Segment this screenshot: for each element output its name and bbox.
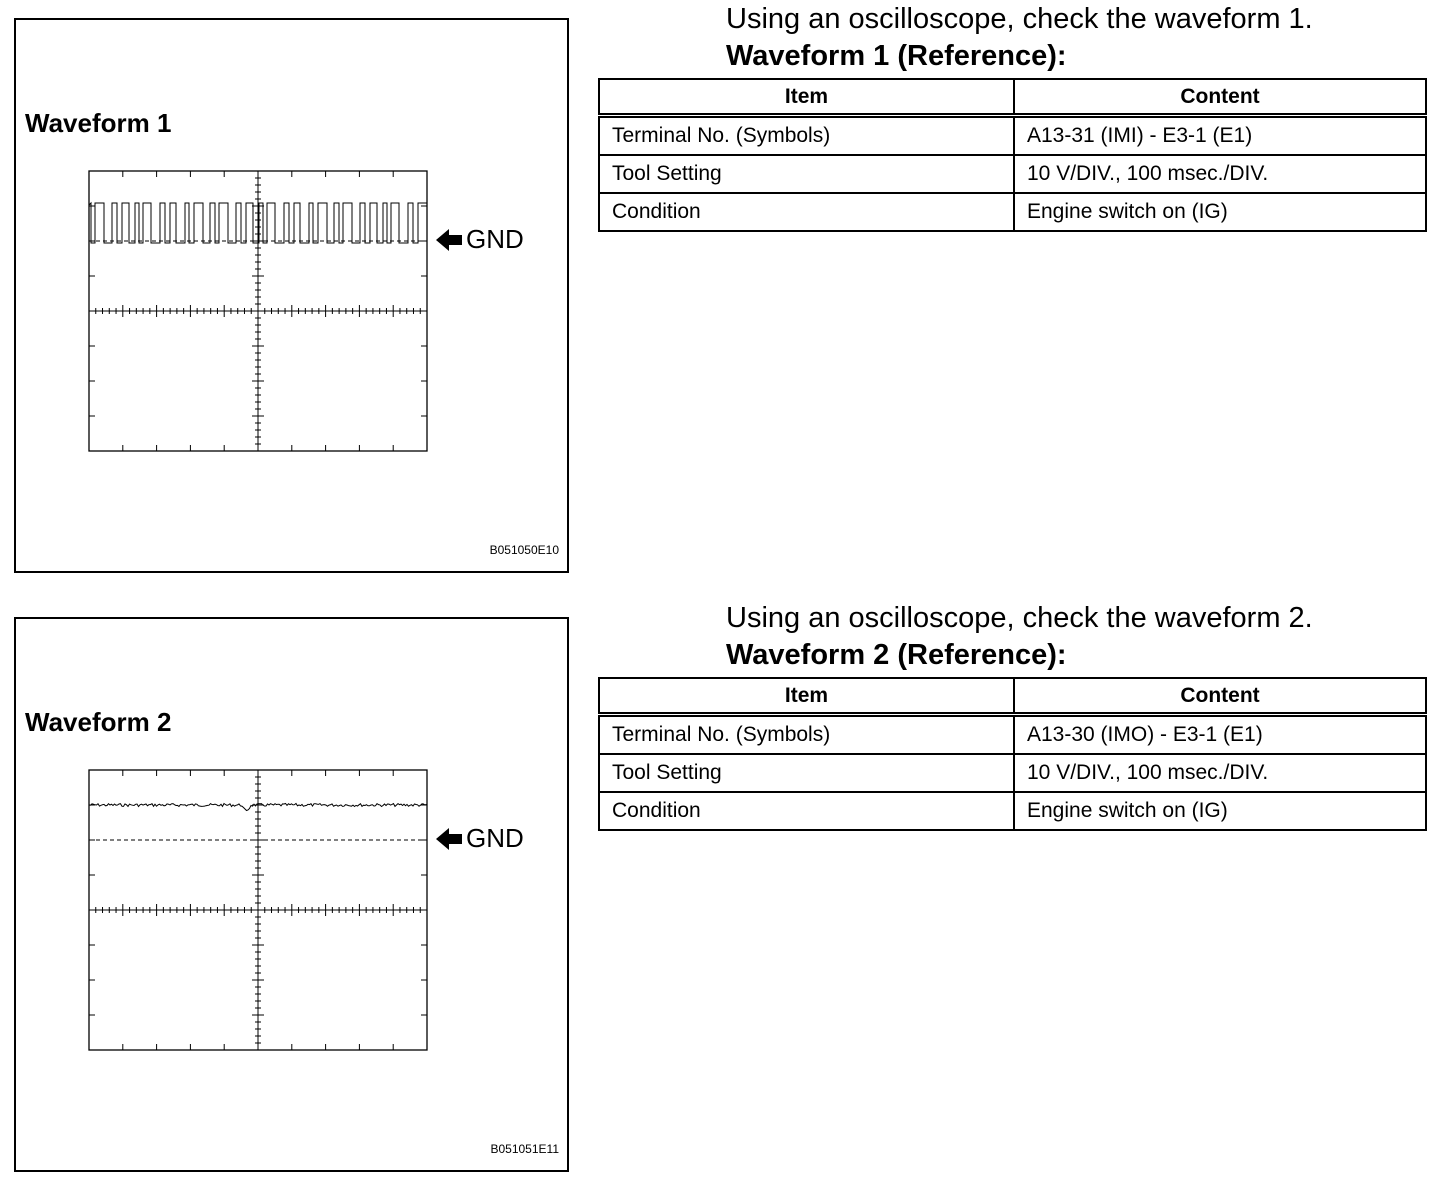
row-content: 10 V/DIV., 100 msec./DIV. bbox=[1014, 155, 1426, 193]
gnd-label: GND bbox=[466, 823, 524, 853]
figure-title: Waveform 1 bbox=[25, 108, 172, 138]
table-row bbox=[599, 116, 1426, 156]
reference-title: Waveform 2 (Reference): bbox=[726, 639, 1067, 671]
arrow-left-icon bbox=[436, 828, 464, 850]
gnd-label: GND bbox=[466, 224, 524, 254]
gnd-marker bbox=[436, 823, 524, 854]
table-row bbox=[599, 754, 1426, 792]
reference-title: Waveform 1 (Reference): bbox=[726, 40, 1067, 72]
table-header-row bbox=[599, 678, 1426, 715]
oscilloscope-screen-1 bbox=[88, 170, 428, 452]
waveform-section-1 bbox=[0, 0, 1456, 595]
figure-code: B051050E10 bbox=[489, 543, 559, 557]
row-item: Terminal No. (Symbols) bbox=[599, 116, 1014, 156]
table-row bbox=[599, 193, 1426, 231]
row-item: Terminal No. (Symbols) bbox=[599, 715, 1014, 755]
row-content: Engine switch on (IG) bbox=[1014, 792, 1426, 830]
instruction-text: Using an oscilloscope, check the waveform 1. bbox=[726, 3, 1313, 35]
oscilloscope-screen-2 bbox=[88, 769, 428, 1051]
figure-code: B051051E11 bbox=[490, 1142, 559, 1156]
header-item: Item bbox=[599, 678, 1014, 715]
waveform-figure-2 bbox=[14, 617, 569, 1172]
spec-table-1 bbox=[598, 78, 1427, 232]
row-item: Condition bbox=[599, 193, 1014, 231]
header-content: Content bbox=[1014, 79, 1426, 116]
figure-title: Waveform 2 bbox=[25, 707, 172, 737]
row-content: 10 V/DIV., 100 msec./DIV. bbox=[1014, 754, 1426, 792]
gnd-marker bbox=[436, 224, 524, 255]
waveform-section-2 bbox=[0, 599, 1456, 1194]
row-content: A13-30 (IMO) - E3-1 (E1) bbox=[1014, 715, 1426, 755]
row-item: Tool Setting bbox=[599, 155, 1014, 193]
header-content: Content bbox=[1014, 678, 1426, 715]
row-content: A13-31 (IMI) - E3-1 (E1) bbox=[1014, 116, 1426, 156]
waveform-figure-1 bbox=[14, 18, 569, 573]
arrow-left-icon bbox=[436, 229, 464, 251]
spec-table-2 bbox=[598, 677, 1427, 831]
row-content: Engine switch on (IG) bbox=[1014, 193, 1426, 231]
table-header-row bbox=[599, 79, 1426, 116]
row-item: Condition bbox=[599, 792, 1014, 830]
table-row bbox=[599, 792, 1426, 830]
table-row bbox=[599, 715, 1426, 755]
row-item: Tool Setting bbox=[599, 754, 1014, 792]
instruction-text: Using an oscilloscope, check the waveform 2. bbox=[726, 602, 1313, 634]
table-row bbox=[599, 155, 1426, 193]
header-item: Item bbox=[599, 79, 1014, 116]
